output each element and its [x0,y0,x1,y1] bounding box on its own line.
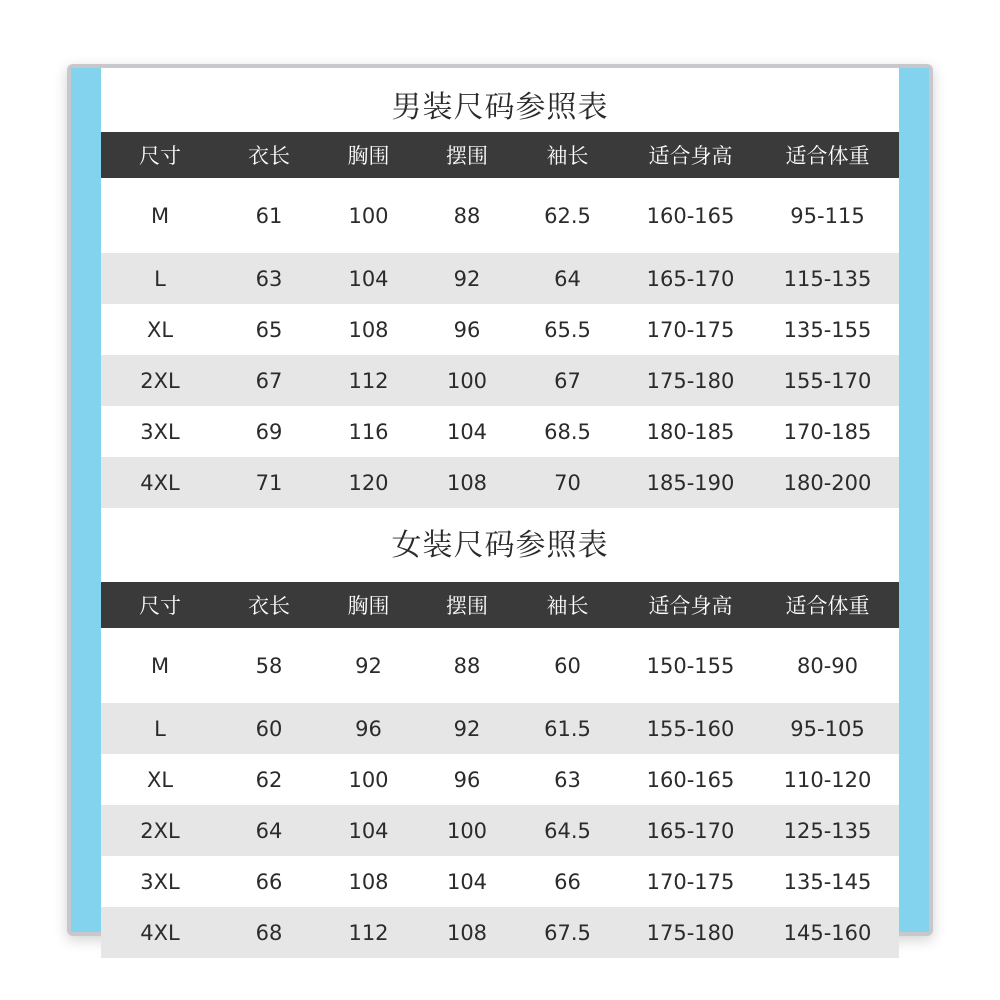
length-cell: 61 [255,203,283,228]
women-table-header [101,582,899,628]
weight-cell: 95-115 [790,203,865,228]
length-cell: 67 [255,368,283,393]
sleeve-cell: 64.5 [544,818,591,843]
header-hem: 摆围 [446,144,488,168]
table-row [101,457,899,508]
size-chart-content [101,68,899,945]
height-cell: 170-175 [646,317,735,342]
weight-cell: 170-185 [783,419,872,444]
sleeve-cell: 70 [554,470,581,495]
header-size: 尺寸 [139,594,181,618]
hem-cell: 88 [453,653,481,678]
sleeve-cell: 61.5 [544,716,591,741]
hem-cell: 104 [446,419,488,444]
header-size: 尺寸 [139,144,181,168]
height-cell: 180-185 [646,419,735,444]
right-accent-strip [899,68,929,932]
height-cell: 160-165 [646,767,735,792]
height-cell: 175-180 [646,920,735,945]
table-row [101,856,899,907]
length-cell: 60 [255,716,283,741]
hem-cell: 108 [446,920,488,945]
size-cell: L [154,716,166,741]
length-cell: 58 [255,653,283,678]
chest-cell: 96 [355,716,382,741]
sleeve-cell: 65.5 [544,317,591,342]
table-row [101,628,899,703]
chest-cell: 116 [348,419,389,444]
height-cell: 150-155 [646,653,735,678]
header-weight: 适合体重 [785,594,870,618]
weight-cell: 110-120 [783,767,872,792]
women-size-table [101,582,899,958]
weight-cell: 135-145 [783,869,872,894]
length-cell: 68 [255,920,283,945]
chest-cell: 100 [348,203,389,228]
length-cell: 64 [255,818,283,843]
sleeve-cell: 66 [554,869,581,894]
weight-cell: 115-135 [783,266,872,291]
length-cell: 62 [255,767,283,792]
hem-cell: 96 [453,767,481,792]
weight-cell: 145-160 [783,920,872,945]
men-size-table [101,132,899,508]
header-height: 适合身高 [648,144,733,168]
sleeve-cell: 62.5 [544,203,591,228]
table-row [101,253,899,304]
sleeve-cell: 64 [554,266,581,291]
hem-cell: 100 [446,818,488,843]
hem-cell: 100 [446,368,488,393]
header-sleeve: 袖长 [546,594,589,618]
sleeve-cell: 63 [554,767,581,792]
chest-cell: 112 [348,368,389,393]
chest-cell: 108 [348,869,389,894]
length-cell: 65 [255,317,283,342]
size-cell: M [150,653,170,678]
weight-cell: 135-155 [783,317,872,342]
length-cell: 66 [255,869,283,894]
header-length: 衣长 [248,144,290,168]
hem-cell: 92 [453,716,481,741]
table-row [101,178,899,253]
size-cell: L [154,266,166,291]
header-length: 衣长 [248,594,290,618]
header-sleeve: 袖长 [546,144,589,168]
card-inner [71,68,929,945]
men-chart-title: 男装尺码参照表 [391,90,609,125]
height-cell: 165-170 [646,818,735,843]
men-table-header [101,132,899,178]
weight-cell: 180-200 [783,470,872,495]
size-cell: 4XL [140,470,180,495]
sleeve-cell: 60 [554,653,581,678]
table-row [101,406,899,457]
size-cell: M [150,203,170,228]
hem-cell: 104 [446,869,488,894]
chest-cell: 104 [348,266,389,291]
length-cell: 63 [255,266,283,291]
height-cell: 155-160 [646,716,735,741]
chest-cell: 112 [348,920,389,945]
hem-cell: 108 [446,470,488,495]
height-cell: 170-175 [646,869,735,894]
table-row [101,355,899,406]
size-cell: 3XL [140,419,180,444]
height-cell: 175-180 [646,368,735,393]
left-accent-strip [71,68,101,932]
chest-cell: 100 [348,767,389,792]
length-cell: 69 [255,419,283,444]
weight-cell: 95-105 [790,716,865,741]
chest-cell: 108 [348,317,389,342]
sleeve-cell: 68.5 [544,419,591,444]
size-chart-card [67,64,933,945]
table-row [101,703,899,754]
size-cell: XL [146,317,174,342]
table-row [101,754,899,805]
header-weight: 适合体重 [785,144,870,168]
size-cell: XL [146,767,174,792]
hem-cell: 96 [453,317,481,342]
women-chart-title: 女装尺码参照表 [391,528,609,563]
chest-cell: 120 [348,470,389,495]
header-height: 适合身高 [648,594,733,618]
header-hem: 摆围 [446,594,488,618]
chest-cell: 104 [348,818,389,843]
height-cell: 165-170 [646,266,735,291]
table-row [101,805,899,856]
weight-cell: 80-90 [796,653,859,678]
height-cell: 185-190 [646,470,735,495]
height-cell: 160-165 [646,203,735,228]
table-row [101,304,899,355]
chest-cell: 92 [355,653,382,678]
sleeve-cell: 67.5 [544,920,591,945]
size-cell: 3XL [140,869,180,894]
hem-cell: 92 [453,266,481,291]
length-cell: 71 [255,470,283,495]
header-chest: 胸围 [347,144,390,168]
weight-cell: 155-170 [783,368,872,393]
size-cell: 4XL [140,920,180,945]
size-cell: 2XL [140,818,180,843]
table-row [101,907,899,958]
hem-cell: 88 [453,203,481,228]
weight-cell: 125-135 [783,818,872,843]
size-cell: 2XL [140,368,180,393]
sleeve-cell: 67 [554,368,581,393]
header-chest: 胸围 [347,594,390,618]
